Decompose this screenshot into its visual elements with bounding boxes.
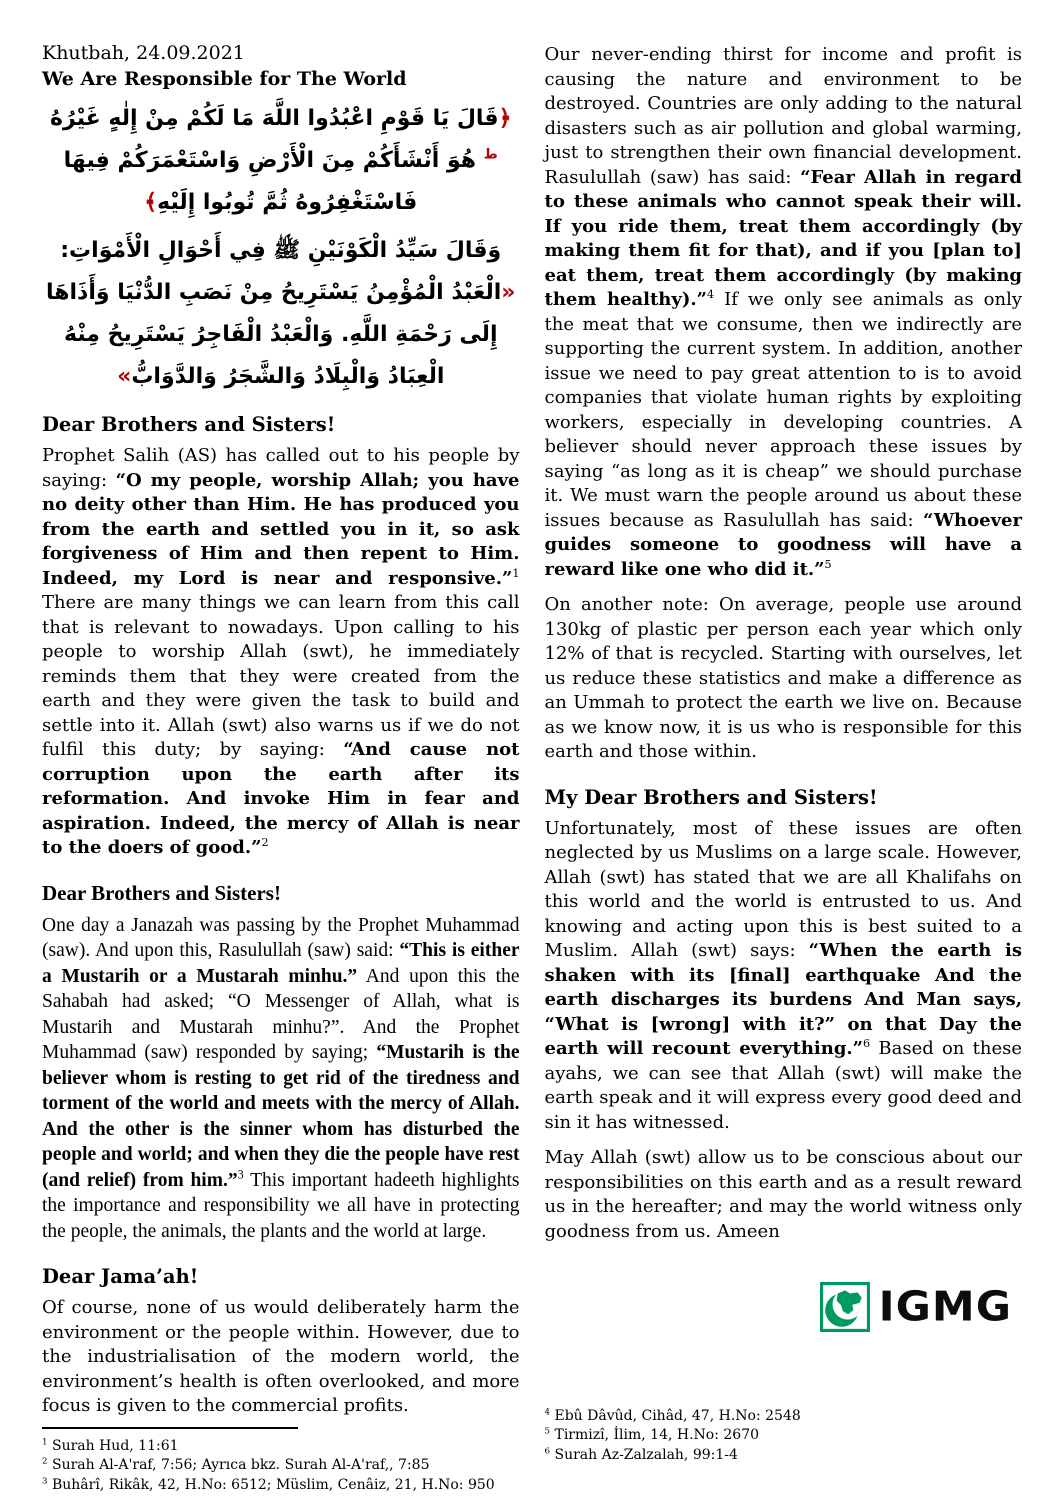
- body-paragraph-salih: Prophet Salih (AS) has called out to his people by saying: “O my people, worship Allah; you have no deity other than Him. He has produced you from the earth and settled you in it, so ask forgiveness of Him and then repent to Him. Indeed, my Lord is near and responsive.”$^1$ There are many things we can learn from this call that is relevant to nowadays. Upon calling to his people to worship Allah (swt), he immediately reminds them that they were created from the earth and they were given the task to build and settle into it. Allah (swt) also warns us if we do not fulfil this duty; by saying: “And cause not corruption upon the earth after its reformation. And invoke Him in fear and aspiration. Indeed, the mercy of Allah is near to the doers of good.”$^2$: [42, 445, 520, 858]
- footnotes-left: [42, 1427, 520, 1496]
- footnote-2: $^2$ Surah Al-A'raf, 7:56; Ayrıca bkz. Surah Al-A'raf,, 7:85: [42, 1456, 430, 1473]
- right-column: [545, 40, 1023, 1465]
- arabic-hadith: وَقَالَ سَيِّدُ الْكَوْنَيْنِ ﷺ فِي أَحْوَالِ الْأَمْوَاتِ: «الْعَبْدُ الْمُؤْمِنُ يَسْتَرِيحُ مِنْ نَصَبِ الدُّنْيَا وَأَذَاهَا إِلَى رَحْمَةِ اللَّهِ. وَالْعَبْدُ الْفَاجِرُ يَسْتَرِيحُ مِنْهُ الْعِبَادُ وَالْبِلَادُ وَالشَّجَرُ وَالدَّوَابُّ»: [46, 238, 516, 389]
- section-heading-my-dear: My Dear Brothers and Sisters!: [544, 785, 878, 809]
- footnotes-right: [545, 1407, 1023, 1466]
- section-heading-brothers-2: Dear Brothers and Sisters!: [42, 880, 281, 905]
- page-title: We Are Responsible for The World: [42, 68, 407, 90]
- body-paragraph-thirst: Our never-ending thirst for income and profit is causing the nature and environment to be destroyed. Countries are only adding to the natural disasters such as air pollution and global warming, just to strengthen their own financial development. Rasulullah (saw) has said: “Fear Allah in regard to these animals who cannot speak their will. If you ride them, treat them accordingly (by making them fit for that), and if you [plan to] eat them, treat them accordingly (by making them healthy).”$^4$ If we only see animals as only the meat that we consume, then we indirectly are supporting the current system. In addition, another issue we need to pay great attention to is to avoid companies that violate human rights by exploiting workers, especially in developing countries. A believer should never approach these issues by saying “as long as it is cheap” we should purchase it. We must warn the people around us about these issues because as Rasulullah has said: “Whoever guides someone to goodness will have a reward like one who did it.”$^5$: [544, 44, 1023, 580]
- footnote-rule: [42, 1427, 298, 1429]
- body-paragraph-environment: Of course, none of us would deliberately harm the environment or the people within. However, due to the industrialisation of the modern world, the environment’s health is often overlooked, and more focus is given to the commercial profits.: [42, 1297, 520, 1416]
- section-heading-brothers-1: Dear Brothers and Sisters!: [42, 413, 336, 436]
- date-line: Khutbah, 24.09.2021: [42, 42, 245, 64]
- logo-text: IGMG: [878, 1282, 1012, 1331]
- crescent-europe-icon: [820, 1282, 870, 1332]
- footnote-1: $^1$ Surah Hud, 11:61: [42, 1436, 179, 1454]
- footnote-5: $^5$ Tirmizî, İlim, 14, H.No: 2670: [544, 1426, 760, 1443]
- footnote-4: $^4$ Ebû Dâvûd, Cihâd, 47, H.No: 2548: [544, 1406, 801, 1424]
- arabic-ayah: ﴿قَالَ يَا قَوْمِ اعْبُدُوا اللَّهَ مَا لَكُمْ مِنْ إِلٰهٍ غَيْرُهُ $^ط$ هُوَ أَنْشَأَكُمْ مِنَ الْأَرْضِ وَاسْتَعْمَرَكُمْ فِيهَا فَاسْتَغْفِرُوهُ ثُمَّ تُوبُوا إِلَيْهِ﴾: [50, 106, 512, 215]
- body-paragraph-plastic: On another note: On average, people use around 130kg of plastic per person each year which only 12% of that is recycled. Starting with ourselves, let us reduce these statistics and make a difference as an Ummah to protect the earth we live on. Because as we know now, it is us who is responsible for this earth and those within.: [544, 594, 1022, 762]
- left-column: [42, 40, 520, 1493]
- section-heading-jamaah: Dear Jama’ah!: [42, 1265, 199, 1288]
- footnote-3: $^3$ Buhârî, Rikâk, 42, H.No: 6512; Müslim, Cenâiz, 21, H.No: 950: [42, 1475, 495, 1493]
- body-paragraph-janazah: One day a Janazah was passing by the Prophet Muhammad (saw). And upon this, Rasulullah (saw) said: “This is either a Mustarih or a Mustarah minhu.” And upon this the Sahabah had asked; “O Messenger of Allah, what is Mustarih and Mustarah minhu?”. And the Prophet Muhammad (saw) responded by saying; “Mustarih is the believer whom is resting to get rid of the tiredness and torment of the world and meets with the mercy of Allah. And the other is the sinner whom has disturbed the people and world; and when they die the people have rest (and relief) from him.”$^3$ This important hadeeth highlights the importance and responsibility we all have in protecting the people, the animals, the plants and the world at large.: [42, 914, 520, 1242]
- footnote-6: $^6$ Surah Az-Zalzalah, 99:1-4: [544, 1445, 738, 1463]
- igmg-logo: [545, 1282, 1013, 1332]
- body-paragraph-khalifah: Unfortunately, most of these issues are often neglected by us Muslims on a large scale. However, Allah (swt) has stated that we are all Khalifahs on this world and the world is entrusted to us. And knowing and acting upon this is best suited to a Muslim. Allah (swt) says: “When the earth is shaken with its [final] earthquake And the earth discharges its burdens And Man says, “What is [wrong] with it?” on that Day the earth will recount everything.”$^6$ Based on these ayahs, we can see that Allah (swt) will make the earth speak and it will express every good deed and sin it has witnessed.: [544, 817, 1022, 1133]
- body-paragraph-dua: May Allah (swt) allow us to be conscious about our responsibilities on this earth and as a result reward us in the hereafter; and may the world witness only goodness from us. Ameen: [544, 1147, 1022, 1242]
